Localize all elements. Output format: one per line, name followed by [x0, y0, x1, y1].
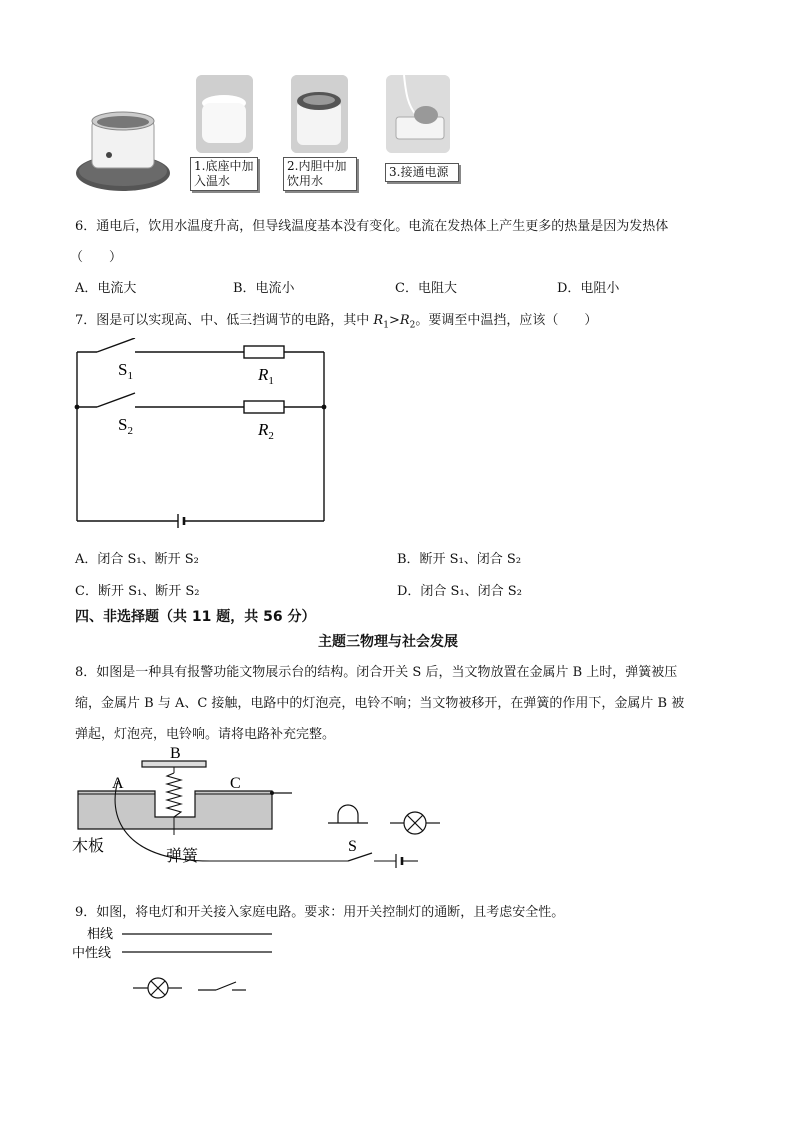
q9-household-circuit: [70, 920, 290, 1010]
switch-s2: [97, 393, 135, 407]
photo-steamer: [74, 95, 172, 195]
q7-stem-pre: 7．图是可以实现高、中、低三挡调节的电路，其中: [75, 313, 374, 328]
power-socket-image: [386, 75, 450, 153]
q7-option-a: A．闭合 S₁、断开 S₂: [75, 552, 199, 567]
photo-step1: [196, 75, 253, 153]
label-a: A: [112, 775, 124, 792]
photo-step2: [291, 75, 348, 153]
q8-line1: 8．如图是一种具有报警功能文物展示台的结构。闭合开关 S 后，当文物放置在金属片 B 上时，弹簧被压: [75, 665, 678, 680]
label-spring: 弹簧: [166, 848, 199, 865]
resistor-r1: [244, 346, 284, 358]
q6-stem: 6．通电后，饮用水温度升高，但导线温度基本没有变化。电流在发热体上产生更多的热量是因为发热体: [75, 219, 669, 234]
spring: [167, 773, 181, 817]
q8-alarm-diagram: [70, 743, 450, 883]
q7-r2: R: [399, 313, 410, 328]
label-neutral-wire: 中性线: [72, 945, 112, 960]
q6-option-a: A．电流大: [75, 281, 137, 296]
q6-option-b: B．电流小: [233, 281, 295, 296]
label-s1: $S_1$: [118, 360, 133, 382]
label-r2: $R_2$: [258, 420, 274, 442]
q7-r1-sub: 1: [383, 320, 389, 331]
label-r1: $R_1$: [258, 365, 274, 387]
q7-stem: [75, 309, 597, 331]
q8-line2: 缩，金属片 B 与 A、C 接触，电路中的灯泡亮，电铃不响；当文物被移开，在弹簧的作用下，金属片 B 被: [75, 696, 685, 711]
q6-option-c: C．电阻大: [395, 281, 457, 296]
q7-circuit-diagram: [70, 338, 340, 533]
label-board: 木板: [72, 838, 105, 855]
bell-icon: [328, 805, 368, 823]
resistor-r2: [244, 401, 284, 413]
q7-option-d: D．闭合 S₁、闭合 S₂: [397, 584, 522, 599]
q7-option-b: B．断开 S₁、闭合 S₂: [397, 552, 522, 567]
label-b: B: [170, 745, 181, 762]
lamp-icon: [390, 812, 440, 834]
q7-gt: >: [388, 313, 400, 328]
switch-s1: [97, 338, 135, 352]
q6-option-d: D．电阻小: [557, 281, 620, 296]
q7-option-c: C．断开 S₁、断开 S₂: [75, 584, 200, 599]
caption-step1: 1.底座中加入温水: [190, 157, 258, 191]
steamer-image: [74, 95, 172, 195]
label-s: S: [348, 838, 357, 855]
humidifier-image: [196, 75, 253, 153]
q7-r2-sub: 2: [409, 320, 416, 331]
caption-step2: 2.内胆中加饮用水: [283, 157, 357, 191]
label-live-wire: 相线: [87, 926, 114, 941]
q7-stem-post: 。要调至中温挡，应该（ ）: [415, 313, 598, 328]
q8-line3: 弹起，灯泡亮，电铃响。请将电路补充完整。: [75, 727, 336, 742]
q9-stem: 9．如图，将电灯和开关接入家庭电路。要求：用开关控制灯的通断，且考虑安全性。: [75, 905, 565, 920]
inner-pot-image: [291, 75, 348, 153]
lamp-icon: [133, 978, 182, 998]
q6-blank: （ ）: [70, 250, 123, 265]
theme-title: 主题三物理与社会发展: [318, 634, 458, 650]
label-s2: $S_2$: [118, 415, 133, 437]
label-c: C: [230, 775, 241, 792]
section-title: 四、非选择题（共 11 题，共 56 分）: [75, 609, 316, 625]
q7-r1: R: [373, 313, 384, 328]
photo-step3: [386, 75, 450, 153]
caption-step3: 3.接通电源: [385, 163, 459, 182]
switch-icon: [198, 982, 246, 990]
